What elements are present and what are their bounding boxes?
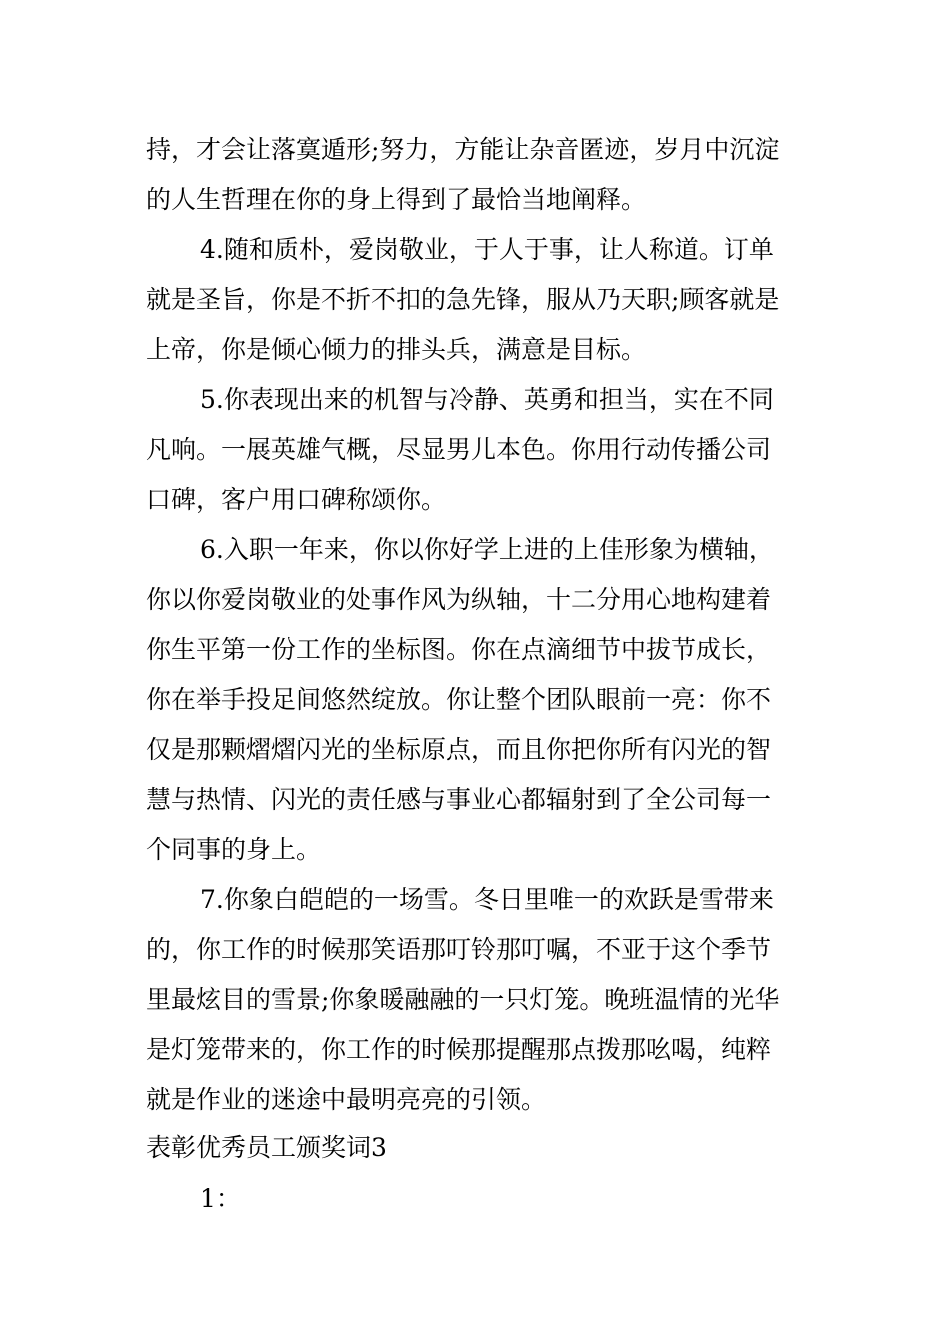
text-line: 你在举手投足间悠然绽放。你让整个团队眼前一亮：你不: [146, 685, 772, 714]
text-line: 上帝，你是倾心倾力的排头兵，满意是目标。: [146, 335, 647, 364]
text-line: 你以你爱岗敬业的处事作风为纵轴，十二分用心地构建着: [146, 585, 772, 614]
text-line: 持，才会让落寞遁形;努力，方能让杂音匿迹，岁月中沉淀: [146, 135, 780, 164]
text-line: 里最炫目的雪景;你象暖融融的一只灯笼。晚班温情的光华: [146, 985, 780, 1014]
text-line: 仅是那颗熠熠闪光的坐标原点，而且你把你所有闪光的智: [146, 735, 772, 764]
paragraph-4-start: 4.随和质朴，爱岗敬业，于人于事，让人称道。订单: [200, 235, 774, 264]
paragraph-7-start: 7.你象白皑皑的一场雪。冬日里唯一的欢跃是雪带来: [200, 885, 774, 914]
text-line: 是灯笼带来的，你工作的时候那提醒那点拨那吆喝，纯粹: [146, 1035, 772, 1064]
text-line: 就是圣旨，你是不折不扣的急先锋，服从乃天职;顾客就是: [146, 285, 780, 314]
text-line: 凡响。一展英雄气概，尽显男儿本色。你用行动传播公司: [146, 435, 772, 464]
text-line: 个同事的身上。: [146, 835, 322, 864]
text-line: 的人生哲理在你的身上得到了最恰当地阐释。: [146, 185, 647, 214]
text-line: 就是作业的迷途中最明亮亮的引领。: [146, 1085, 547, 1114]
text-line: 你生平第一份工作的坐标图。你在点滴细节中拔节成长，: [146, 635, 772, 664]
text-line: 慧与热情、闪光的责任感与事业心都辐射到了全公司每一: [146, 785, 772, 814]
section-heading: 表彰优秀员工颁奖词3: [146, 1133, 387, 1162]
paragraph-5-start: 5.你表现出来的机智与冷静、英勇和担当，实在不同: [200, 385, 774, 414]
text-line: 口碑，客户用口碑称颂你。: [146, 485, 447, 514]
text-line: 的，你工作的时候那笑语那叮铃那叮嘱，不亚于这个季节: [146, 935, 772, 964]
sub-item-number: 1：: [200, 1184, 241, 1213]
paragraph-6-start: 6.入职一年来，你以你好学上进的上佳形象为横轴，: [200, 535, 774, 564]
